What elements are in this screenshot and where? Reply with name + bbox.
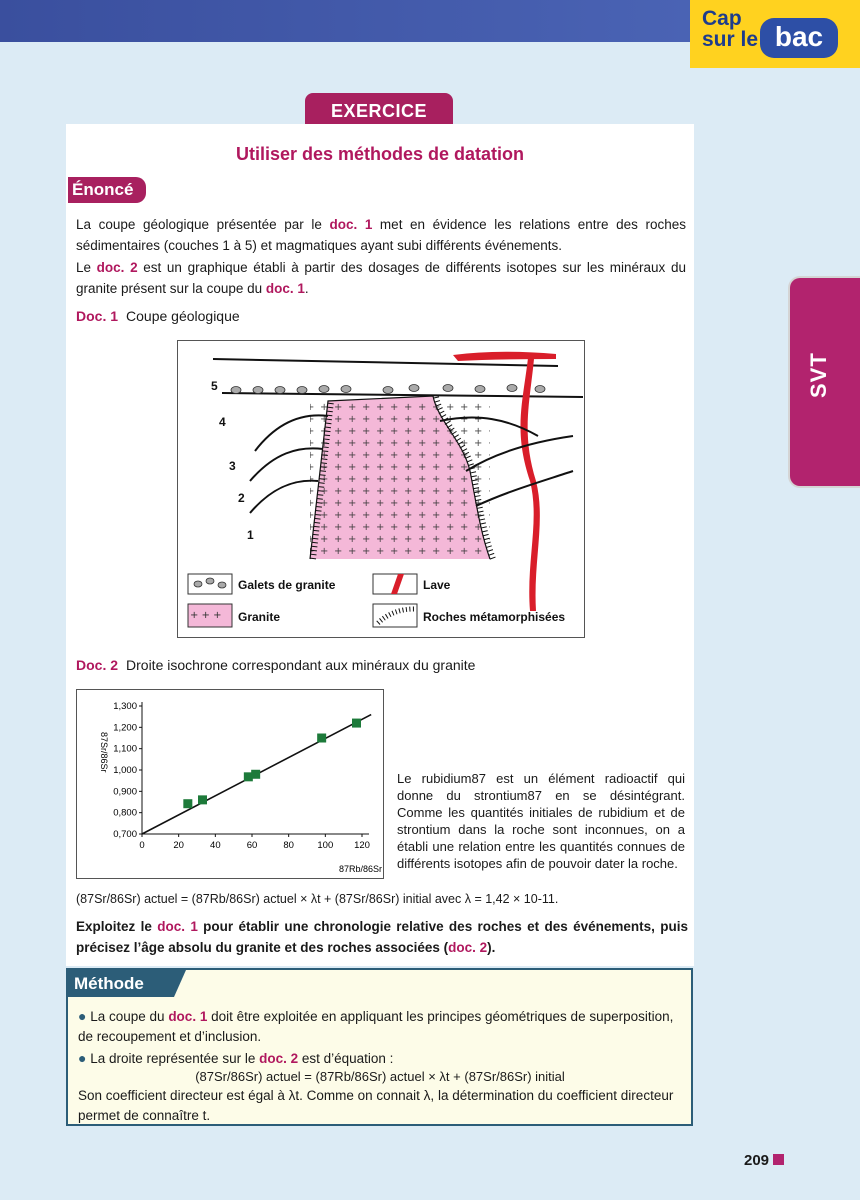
x-tick-label: 0 [139,840,145,851]
x-tick-label: 120 [354,840,370,851]
legend-granite: Granite [238,610,281,624]
y-tick-label: 1,200 [113,722,137,734]
methode-equation: (87Sr/86Sr) actuel = (87Rb/86Sr) actuel × λt + (87Sr/86Sr) initial [195,1069,565,1084]
x-tick-label: 100 [317,840,334,851]
question: Exploitez le doc. 1 pour établir une chronologie relative des roches et des événements, puis précisez l’âge absolu du granite et des roches associées (doc. 2). [76,919,688,955]
layer-label-4: 4 [219,415,226,429]
bullet-icon: ● [78,1050,87,1066]
y-axis-label: 87Sr/86Sr [99,732,109,773]
exercise-panel [66,124,694,966]
data-point [183,799,192,808]
page-number: 209 [744,1152,784,1169]
svt-side-tab[interactable] [790,278,860,486]
data-point [251,770,260,779]
y-tick-label: 0,800 [113,807,137,819]
x-tick-label: 40 [210,840,221,851]
y-tick-label: 1,000 [113,765,137,776]
methode-label: Méthode [68,970,174,997]
layer-label-5: 5 [211,379,218,393]
legend-galets: Galets de granite [238,578,336,592]
exercise-tab: EXERCICE [305,93,453,127]
svt-label: SVT [806,352,831,398]
isochron-formula: (87Sr/86Sr) actuel = (87Rb/86Sr) actuel × λt + (87Sr/86Sr) initial avec λ = 1,42 × 10-11. [76,892,559,906]
data-point [317,734,326,743]
legend-meta: Roches métamorphisées [423,610,566,624]
x-tick-label: 60 [246,840,258,851]
y-tick-label: 1,100 [113,743,137,755]
svg-text:+ + +: + + + [190,610,222,621]
exercise-title: Utiliser des méthodes de datation [235,144,525,164]
rubidium-explanation: Le rubidium87 est un élément radioactif qui donne du strontium87 en se désintégrant. Comme les quantités initiales de rubidium et de strontium dans la roche sont inconnues, on a établi une relation entre les quantités connues de différents isotopes afin de pouvoir dater la roche. [397,771,685,871]
methode-bullet-2: ● La droite représentée sur le doc. 2 est d’équation : [78,1050,394,1066]
bullet-icon: ● [78,1008,87,1024]
layer-label-2: 2 [238,491,245,505]
intro-paragraph-1: La coupe géologique présentée par le doc. 1 met en évidence les relations entre des roches sédimentaires (couches 1 à 5) et magmatiques ayant subi différents événements. [76,217,686,253]
layer-label-3: 3 [229,459,236,473]
x-axis-label: 87Rb/86Sr [339,864,383,874]
legend-lave: Lave [423,578,451,592]
enonce-label: Énoncé [68,177,146,203]
page-marker-icon [773,1154,784,1165]
doc1-ref: doc. 1 [265,281,305,296]
geologic-section-figure [177,340,585,638]
isochron-chart [76,689,384,879]
data-point [198,795,207,804]
bac-badge: bac [760,18,838,58]
y-tick-label: 1,300 [113,701,137,712]
cap-sur-le-bac-logo [690,0,860,68]
intro-paragraph-2: Le doc. 2 est un graphique établi à partir des dosages de différents isotopes sur les minéraux du granite présent sur la coupe du doc. 1. [76,260,686,296]
x-tick-label: 20 [173,840,184,851]
y-tick-label: 0,700 [113,829,137,840]
x-tick-label: 80 [283,840,294,851]
methode-bullet-1: ● La coupe du doc. 1 doit être exploitée en appliquant les principes géométriques de superposition, de recoupement et d’inclusion. [78,1008,674,1044]
methode-box [66,968,693,1126]
doc1-ref: doc. 1 [329,217,373,232]
doc2-heading: Doc. 2 Droite isochrone correspondant aux minéraux du granite [76,657,476,673]
doc1-ref: doc. 1 [157,919,198,934]
data-point [352,719,361,728]
top-band [0,0,690,42]
doc2-ref: doc. 2 [96,260,138,275]
layer-label-1: 1 [247,528,254,542]
cap-text: Cap sur le [702,7,759,51]
methode-conclusion: Son coefficient directeur est égal à λt. Comme on connait λ, la détermination du coefficient directeur permet de connaître t. [78,1088,674,1123]
doc1-heading: Doc. 1 Coupe géologique [76,308,240,324]
doc2-ref: doc. 2 [448,940,488,955]
y-tick-label: 0,900 [113,786,137,798]
